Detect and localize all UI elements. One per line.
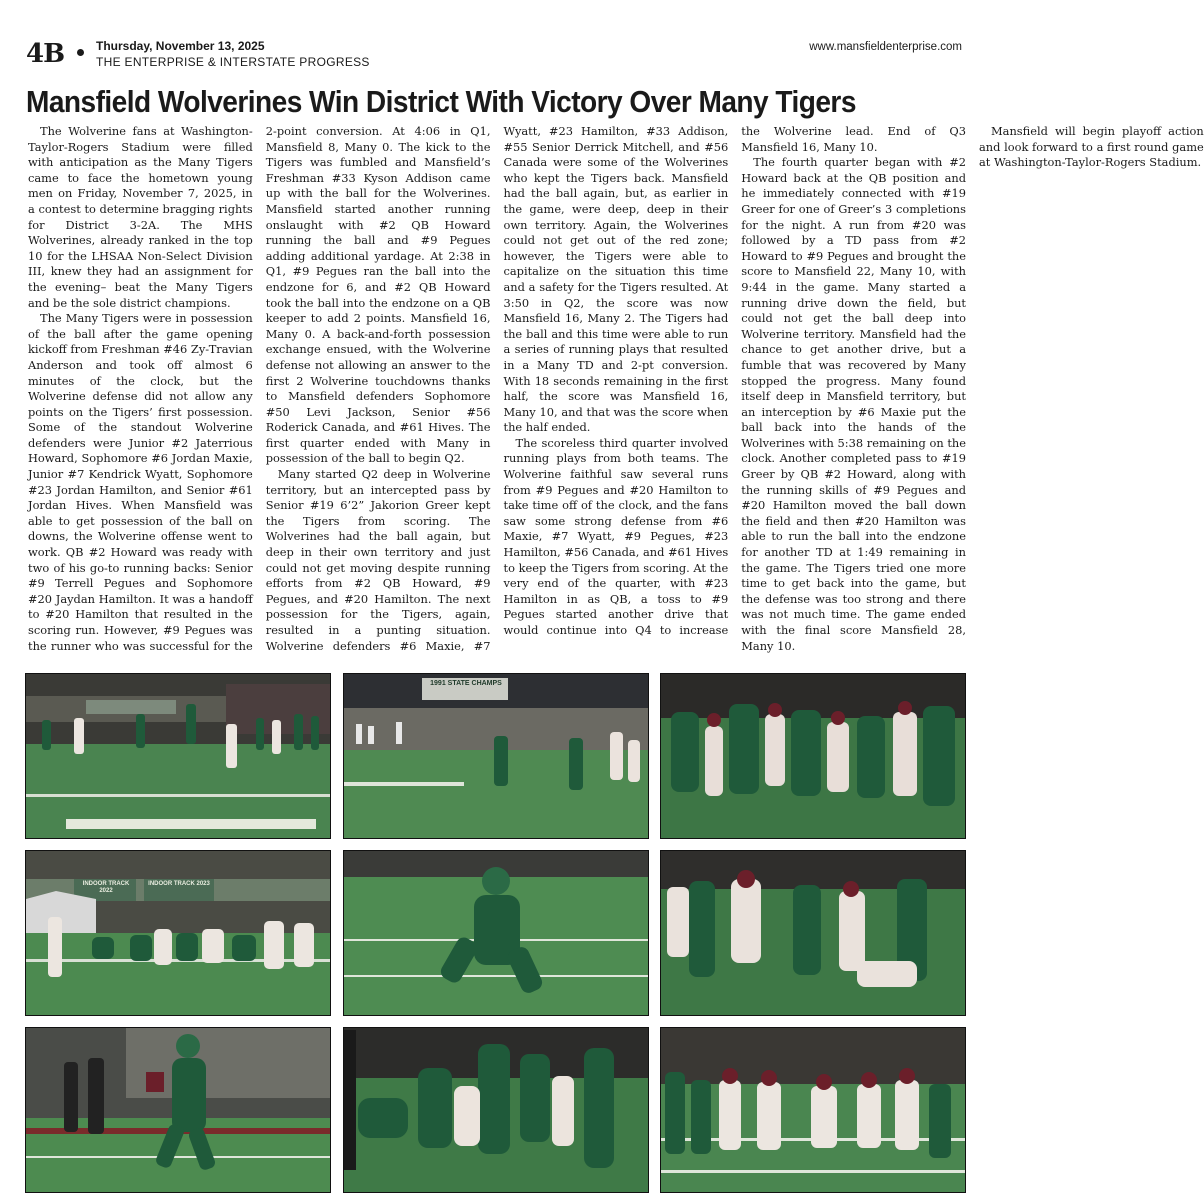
photo-banner-text: INDOOR TRACK 2022 bbox=[82, 881, 130, 894]
issue-date: Thursday, November 13, 2025 bbox=[96, 39, 265, 53]
article-paragraph: The scoreless third quarter involved running plays from both teams. The Wolverine faithful saw several runs from #9 Pegues and #20 Hamilton to take time off of the clock, and the fans saw some strong defense from #6 Maxie, #7 Wyatt, #9 Pegues, #23 Hamilton, #56 Canada, and #61 Hives to keep the Tigers from scoring. At the very end of the quarter, with #23 Hamilton in as QB, a toss to #9 Pegues started another drive that would continue into Q4 to increase the Wolverine lead. End of Q3 Mansfield 16, Many 10. bbox=[503, 124, 966, 637]
game-photo bbox=[661, 1028, 965, 1192]
masthead-bullet bbox=[77, 49, 84, 56]
photo-banner-text: 1991 STATE CHAMPS bbox=[430, 680, 502, 687]
photo-banner-text: INDOOR TRACK 2023 bbox=[148, 881, 210, 887]
publication-name: THE ENTERPRISE & INTERSTATE PROGRESS bbox=[96, 55, 370, 69]
game-photo bbox=[661, 674, 965, 838]
game-photo bbox=[26, 851, 330, 1015]
game-photo bbox=[344, 851, 648, 1015]
article-body bbox=[28, 124, 1204, 664]
game-photo bbox=[344, 674, 648, 838]
game-photo bbox=[661, 851, 965, 1015]
page-number: 4B bbox=[26, 39, 65, 69]
article-paragraph: Mansfield will begin playoff action and look forward to a first round game at Washington-Taylor-Rogers Stadium. bbox=[979, 124, 1204, 170]
article-paragraph: The fourth quarter began with #2 Howard back at the QB position and he immediately connected with #19 Greer for one of Greer’s 3 completions for the night. A run from #20 was followed by a TD pass from #2 Howard to #9 Pegues and brought the score to Mansfield 22, Many 10, with 9:44 in the game. Many started a running drive down the field, but could not get the ball deep into Wolverine territory. Mansfield had the chance to get another drive, but a fumble that was recovered by Many stopped the progress. Many found itself deep in Mansfield territory, but an interception by #6 Maxie put the ball back into the hands of the Wolverines with 5:38 remaining on the clock. Another completed pass to #19 Greer by QB #2 Howard, along with the running skills of #9 Pegues and #20 Hamilton moved the ball down the field and then #20 Hamilton was able to run the ball into the endzone for another TD at 1:49 remaining in the game. The Tigers tried one more time to get back into the game, but the defense was too strong and there was not much time. The game ended with the final score Mansfield 28, Many 10. bbox=[741, 155, 966, 653]
article-paragraph: The Many Tigers were in possession of the ball after the game opening kickoff from Freshman #46 Zy-Travian Anderson and took off almost 6 minutes of the clock, but the Wolverine defense did not allow any points on the Tigers’ first possession. Some of the standout Wolverine defenders were Junior #2 Jaterrious Howard, Sophomore #6 Jordan Maxie, Junior #7 Kendrick Wyatt, Sophomore #23 Jordan Hamilton, and Senior #61 Jordan Hives. When Mansfield was able to get possession of the ball on downs, the Wolverine offense went to work. QB #2 Howard was ready with two of his go-to running backs: Senior #9 Terrell Pegues and Sophomore #20 Jaydan Hamilton. It was a handoff to #20 Hamilton that resulted in the scoring run. However, #9 Pegues was the runner who was successful for the 2-point conversion. At 4:06 in Q1, Mansfield 8, Many 0. The kick to the Tigers was fumbled and Mansfield’s Freshman #33 Kyson Addison came up with the ball for the Wolverines. Mansfield started another running onslaught with #2 QB Howard running the ball and #9 Pegues adding additional yardage. At 2:38 in Q1, #9 Pegues ran the ball into the endzone for 6, and #2 QB Howard took the ball into the endzone on a QB keeper to add 2 points. Mansfield 16, Many 0. A back-and-forth possession exchange ensued, with the Wolverine defense not allowing an answer to the first 2 Wolverine touchdowns thanks to Mansfield defenders Sophomore #50 Levi Jackson, Senior #56 Roderick Canada, and #61 Hives. The first quarter ended with Many in possession of the ball to begin Q2. bbox=[28, 124, 491, 653]
game-photo bbox=[26, 674, 330, 838]
website-link[interactable]: www.mansfieldenterprise.com bbox=[809, 41, 962, 53]
game-photo bbox=[26, 1028, 330, 1192]
photo-grid bbox=[26, 674, 966, 1192]
article-paragraph: The Wolverine fans at Washington-Taylor-Rogers Stadium were filled with anticipation as the Many Tigers came to face the hometown young men on Friday, November 7, 2025, in a contest to determine bragging rights for District 3-2A. The MHS Wolverines, already ranked in the top 10 for the LHSAA Non-Select Division III, knew they had an assignment for the evening– beat the Many Tigers and be the sole district champions. bbox=[28, 124, 253, 310]
article-paragraph: Many started Q2 deep in Wolverine territory, but an intercepted pass by Senior #19 6’2” Jakorion Greer kept the Tigers from scoring. The Wolverines had the ball again, but deep in their own territory and just could not get moving despite running efforts from #2 QB Howard, #9 Pegues, and #20 Hamilton. The next possession for the Tigers, again, resulted in a punting situation. Wolverine defenders #6 Maxie, #7 Wyatt, #23 Hamilton, #33 Addison, #55 Senior Derrick Mitchell, and #56 Canada were some of the Wolverines who kept the Tigers back. Mansfield had the ball again, but, as earlier in the game, were deep, deep in their own territory. Again, the Wolverines could not get out of the red zone; however, the Tigers were able to capitalize on the situation this time and a safety for the Tigers resulted. At 3:50 in Q2, the score was now Mansfield 16, Many 2. The Tigers had the ball and this time were able to run a series of running plays that resulted in a Many TD and 2-pt conversion. With 18 seconds remaining in the first half, the score was Mansfield 16, Many 10, and that was the score when the half ended. bbox=[265, 124, 729, 653]
game-photo bbox=[344, 1028, 648, 1192]
masthead bbox=[26, 38, 966, 74]
article-headline: Mansfield Wolverines Win District With Victory Over Many Tigers bbox=[26, 84, 856, 119]
